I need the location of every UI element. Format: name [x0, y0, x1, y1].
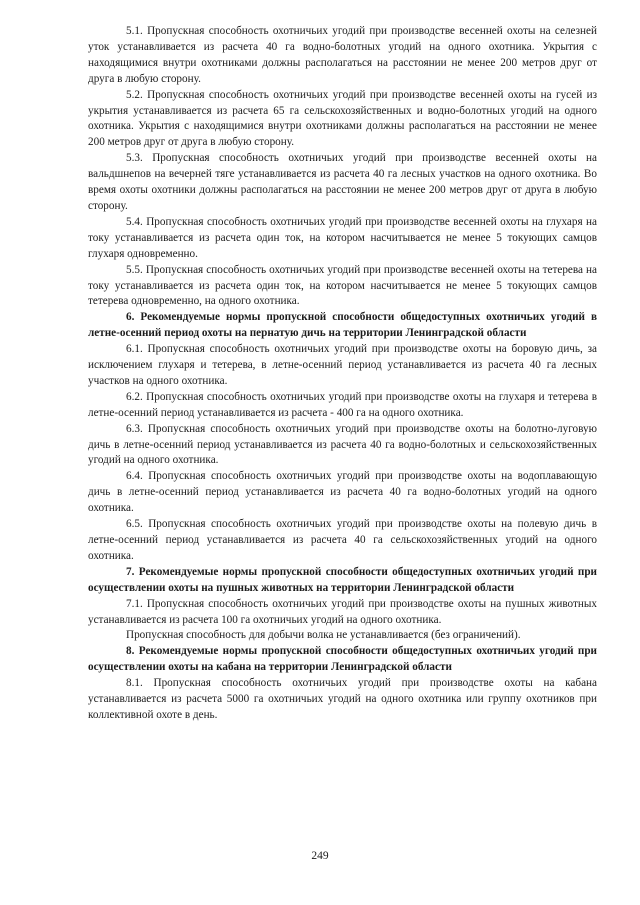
paragraph-8-1: 8.1. Пропускная способность охотничьих угодий при производстве охоты на кабана устанавливается из расчета 5000 га охотничьих угодий на одного охотника или группу охотников при коллективной охоте в день. [88, 677, 597, 721]
paragraph-6-4: 6.4. Пропускная способность охотничьих угодий при производстве охоты на водоплавающую дичь в летне-осенний период устанавливается из расчета 40 га водно-болотных угодий на одного охотника. [88, 470, 597, 515]
paragraph-5-1: 5.1. Пропускная способность охотничьих угодий при производстве весенней охоты на селезней уток устанавливается из расчета 40 га водно-болотных угодий на одного охотника. Укрытия с находящимися внутри охотниками должны располагаться на расстоянии не менее 200 метров друг от друга в любую сторону. [88, 25, 597, 85]
paragraph-5-5: 5.5. Пропускная способность охотничьих угодий при производстве весенней охоты на тетерева на току устанавливается из расчета один ток, на котором насчитывается не менее 5 токующих самцов тетерева одновременно, на одного охотника. [88, 263, 597, 308]
paragraph-5-2: 5.2. Пропускная способность охотничьих угодий при производстве весенней охоты на гусей из укрытия устанавливается из расчета 65 га сельскохозяйственных и водно-болотных угодий на одного охотника. Укрытия с находящимися внутри охотниками должны располагаться на расстоянии не менее 200 метров друг от друга в любую сторону. [88, 88, 597, 149]
paragraph-5-3: 5.3. Пропускная способность охотничьих угодий при производстве весенней охоты на вальдшнепов на вечерней тяге устанавливается из расчета 40 га лесных участков на одного охотника. Во время охоты охотники должны располагаться на расстоянии не менее 200 метров друг от друга в любую сторону. [88, 152, 597, 212]
paragraph-wolf: Пропускная способность для добычи волка не устанавливается (без ограничений). [126, 629, 521, 642]
section-7-heading: 7. Рекомендуемые нормы пропускной способности общедоступных охотничьих угодий при осуществлении охоты на пушных животных на территории Ленинградской области [88, 565, 597, 594]
page-number: 249 [311, 850, 329, 862]
paragraph-6-3: 6.3. Пропускная способность охотничьих угодий при производстве охоты на болотно-луговую дичь в летне-осенний период устанавливается из расчета 40 га водно-болотных и сельскохозяйственных угодий на одного охотника. [88, 422, 597, 467]
paragraph-6-2: 6.2. Пропускная способность охотничьих угодий при производстве охоты на глухаря и тетерева в летне-осенний период устанавливается из расчета - 400 га на одного охотника. [88, 390, 597, 419]
paragraph-7-1: 7.1. Пропускная способность охотничьих угодий при производстве охоты на пушных животных устанавливается из расчета 100 га охотничьих угодий на одного охотника. [88, 597, 597, 626]
paragraph-5-4: 5.4. Пропускная способность охотничьих угодий при производстве весенней охоты на глухаря на току устанавливается из расчета один ток, на котором насчитывается не менее 5 токующих самцов глухаря одновременно. [88, 215, 597, 260]
paragraph-6-1: 6.1. Пропускная способность охотничьих угодий при производстве охоты на боровую дичь, за исключением глухаря и тетерева, в летне-осенний период устанавливается из расчета 40 га лесных участков на одного охотника. [88, 343, 597, 387]
document-body [88, 24, 597, 724]
section-8-heading: 8. Рекомендуемые нормы пропускной способности общедоступных охотничьих угодий при осуществлении охоты на кабана на территории Ленинградской области [88, 645, 597, 674]
section-6-heading: 6. Рекомендуемые нормы пропускной способности общедоступных охотничьих угодий в летне-осенний период охоты на пернатую дичь на территории Ленинградской области [88, 311, 597, 340]
paragraph-6-5: 6.5. Пропускная способность охотничьих угодий при производстве охоты на полевую дичь в летне-осенний период устанавливается из расчета 40 га сельскохозяйственных угодий на одного охотника. [88, 518, 597, 562]
